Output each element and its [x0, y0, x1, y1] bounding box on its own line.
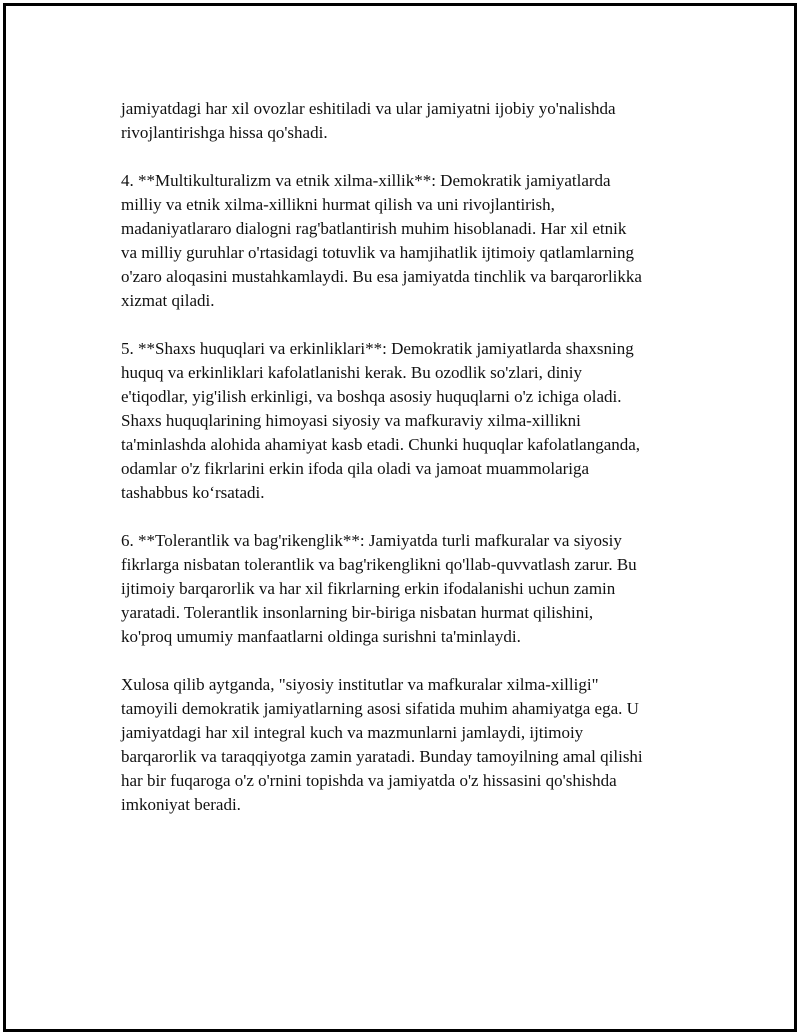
paragraph-tolerance: 6. **Tolerantlik va bag'rikenglik**: Jamiyatda turli mafkuralar va siyosiy fikrlarga nisbatan tolerantlik va bag'rikenglikni qo'llab-quvvatlash zarur. Bu ijtimoiy barqarorlik va har xil fikrlarning erkin ifodalanishi uchun zamin yaratadi. Tolerantlik insonlarning bir-biriga nisbatan hurmat qilishini, ko'proq umumiy manfaatlarni oldinga surishni ta'minlaydi. [121, 531, 637, 646]
paragraph-multiculturalism: 4. **Multikulturalizm va etnik xilma-xillik**: Demokratik jamiyatlarda milliy va etnik xilma-xillikni hurmat qilish va uni rivojlantirish, madaniyatlararo dialogni rag'batlantirish muhim hisoblanadi. Har xil etnik va milliy guruhlar o'rtasidagi totuvlik va hamjihatlik ijtimoiy qatlamlarning o'zaro aloqasini mustahkamlaydi. Bu esa jamiyatda tinchlik va barqarorlikka xizmat qiladi. [121, 171, 642, 310]
paragraph-human-rights: 5. **Shaxs huquqlari va erkinliklari**: Demokratik jamiyatlarda shaxsning huquq va erkinliklari kafolatlanishi kerak. Bu ozodlik so'zlari, diniy e'tiqodlar, yig'ilish erkinligi, va boshqa asosiy huquqlarni o'z ichiga oladi. Shaxs huquqlarining himoyasi siyosiy va mafkuraviy xilma-xillikni ta'minlashda alohida ahamiyat kasb etadi. Chunki huquqlar kafolatlanganda, odamlar o'z fikrlarini erkin ifoda qila oladi va jamoat muammolariga tashabbus ko‘rsatadi. [121, 339, 641, 502]
paragraph-continuation: jamiyatdagi har xil ovozlar eshitiladi va ular jamiyatni ijobiy yo'nalishda rivojlantirishga hissa qo'shadi. [121, 99, 616, 142]
page-frame [3, 3, 797, 1032]
document-body [121, 97, 701, 841]
paragraph-conclusion: Xulosa qilib aytganda, "siyosiy institutlar va mafkuralar xilma-xilligi" tamoyili demokratik jamiyatlarning asosi sifatida muhim ahamiyatga ega. U jamiyatdagi har xil integral kuch va mazmunlarni jamlaydi, ijtimoiy barqarorlik va taraqqiyotga zamin yaratadi. Bunday tamoyilning amal qilishi har bir fuqaroga o'z o'rnini topishda va jamiyatda o'z hissasini qo'shishda imkoniyat beradi. [121, 675, 643, 814]
